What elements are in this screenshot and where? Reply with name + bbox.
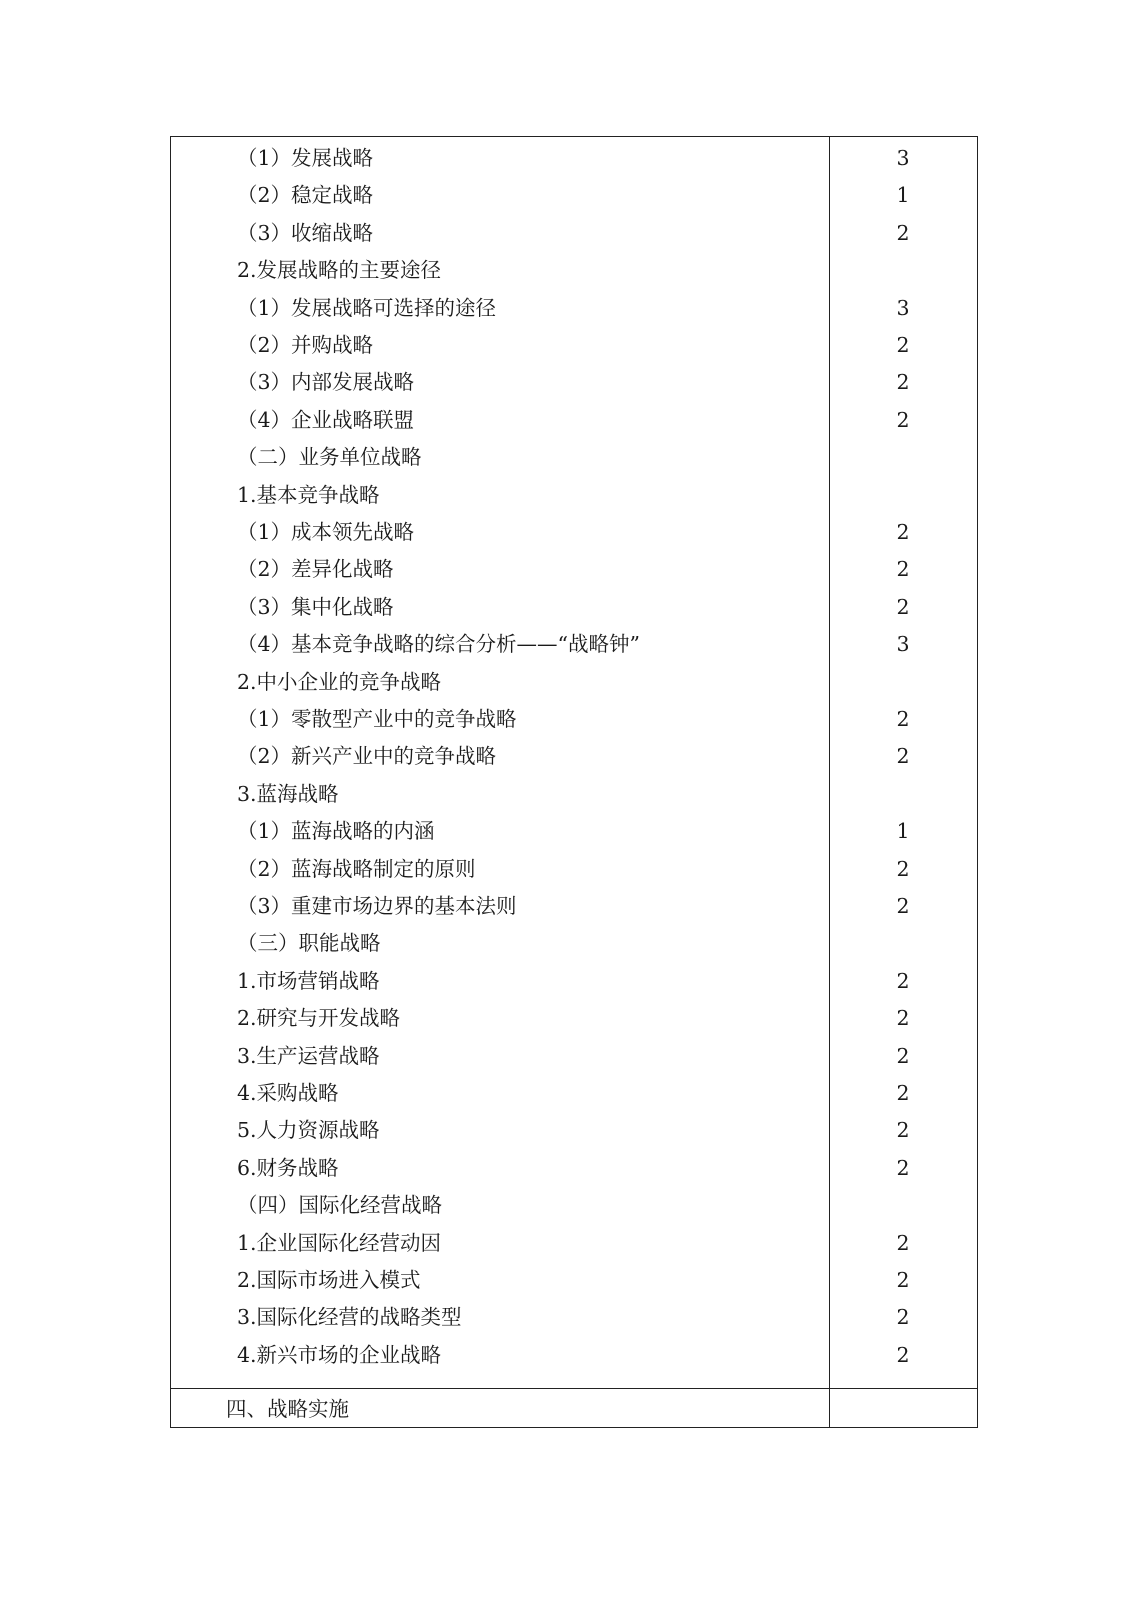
row-value: 2 [896, 968, 910, 993]
row-value: 2 [896, 1043, 910, 1068]
row-label: （2）并购战略 [237, 333, 374, 357]
row-value: 2 [896, 407, 910, 432]
row-label: （1）发展战略可选择的途径 [237, 295, 497, 320]
row-label: （2）蓝海战略制定的原则 [237, 856, 476, 881]
row-label: （3）集中化战略 [237, 594, 394, 619]
table-row [0, 775, 1131, 813]
row-label: （1）发展战略 [237, 146, 374, 170]
row-label: （二）业务单位战略 [237, 445, 422, 470]
section-heading-strategy-implementation: 四、战略实施 [226, 1397, 349, 1421]
row-value: 2 [896, 594, 910, 619]
table-row [0, 1298, 1131, 1336]
row-value: 3 [896, 295, 910, 320]
table-row [0, 550, 1131, 588]
table-row [0, 1336, 1131, 1374]
row-value: 2 [896, 1268, 910, 1292]
table-row [0, 214, 1131, 252]
row-label: （1）零散型产业中的竞争战略 [237, 707, 517, 731]
row-label: （四）国际化经营战略 [237, 1193, 442, 1218]
row-label: （3）收缩战略 [237, 220, 374, 245]
row-value: 2 [896, 894, 910, 918]
row-label: 2.发展战略的主要途径 [237, 258, 442, 283]
table-row [0, 513, 1131, 551]
row-value: 2 [896, 1155, 910, 1180]
row-value: 2 [896, 707, 910, 731]
row-label: （3）重建市场边界的基本法则 [237, 894, 517, 918]
row-value: 2 [896, 520, 910, 544]
table-row [0, 176, 1131, 214]
row-label: 3.生产运营战略 [237, 1043, 380, 1068]
table-row [0, 1037, 1131, 1075]
table-row [0, 850, 1131, 888]
row-label: （2）差异化战略 [237, 557, 394, 582]
table-row [0, 139, 1131, 177]
row-label: （4）基本竞争战略的综合分析——“战略钟” [237, 632, 641, 657]
row-label: （三）职能战略 [237, 931, 381, 956]
table-row [0, 1074, 1131, 1112]
row-value: 2 [896, 557, 910, 582]
row-value: 2 [896, 1081, 910, 1105]
table-row [0, 438, 1131, 476]
table-row [0, 476, 1131, 514]
row-value: 2 [896, 856, 910, 881]
row-label: （2）新兴产业中的竞争战略 [237, 744, 497, 769]
row-value: 1 [896, 819, 910, 844]
table-row [0, 401, 1131, 439]
table-row [0, 1111, 1131, 1149]
row-label: 2.研究与开发战略 [237, 1006, 401, 1031]
table-row [0, 289, 1131, 327]
row-value: 2 [896, 1006, 910, 1031]
row-value: 2 [896, 220, 910, 245]
row-value: 2 [896, 1342, 910, 1367]
table-row [0, 737, 1131, 775]
row-value: 3 [896, 146, 910, 170]
row-label: （3）内部发展战略 [237, 370, 415, 395]
row-value: 2 [896, 1230, 910, 1255]
table-row [0, 812, 1131, 850]
table-row [0, 887, 1131, 925]
row-value: 3 [896, 632, 910, 657]
row-label: 4.采购战略 [237, 1081, 339, 1105]
row-label: （2）稳定战略 [237, 183, 374, 208]
row-label: 2.中小企业的竞争战略 [237, 669, 442, 694]
table-row [0, 700, 1131, 738]
row-value: 2 [896, 1305, 910, 1330]
row-label: 4.新兴市场的企业战略 [237, 1342, 442, 1367]
table-row [0, 999, 1131, 1037]
table-row [0, 924, 1131, 962]
row-value: 2 [896, 744, 910, 769]
row-value: 1 [896, 183, 910, 208]
table-row [0, 1224, 1131, 1262]
table-row [0, 251, 1131, 289]
row-value: 2 [896, 370, 910, 395]
table-row [0, 588, 1131, 626]
table-row [0, 1149, 1131, 1187]
row-label: 5.人力资源战略 [237, 1118, 380, 1143]
table-row [0, 1186, 1131, 1224]
row-label: 3.国际化经营的战略类型 [237, 1305, 462, 1330]
row-label: （1）蓝海战略的内涵 [237, 819, 435, 844]
row-label: 2.国际市场进入模式 [237, 1268, 421, 1292]
row-divider [170, 1388, 978, 1389]
table-row [0, 1261, 1131, 1299]
table-row [0, 962, 1131, 1000]
row-label: 1.基本竞争战略 [237, 482, 380, 507]
row-label: 3.蓝海战略 [237, 781, 339, 806]
row-label: （4）企业战略联盟 [237, 407, 415, 432]
table-row [0, 663, 1131, 701]
row-value: 2 [896, 1118, 910, 1143]
table-row [0, 326, 1131, 364]
table-row [0, 363, 1131, 401]
row-label: （1）成本领先战略 [237, 520, 415, 544]
row-label: 1.市场营销战略 [237, 968, 380, 993]
row-label: 1.企业国际化经营动因 [237, 1230, 442, 1255]
row-value: 2 [896, 333, 910, 357]
row-label: 6.财务战略 [237, 1155, 339, 1180]
table-row [0, 625, 1131, 663]
